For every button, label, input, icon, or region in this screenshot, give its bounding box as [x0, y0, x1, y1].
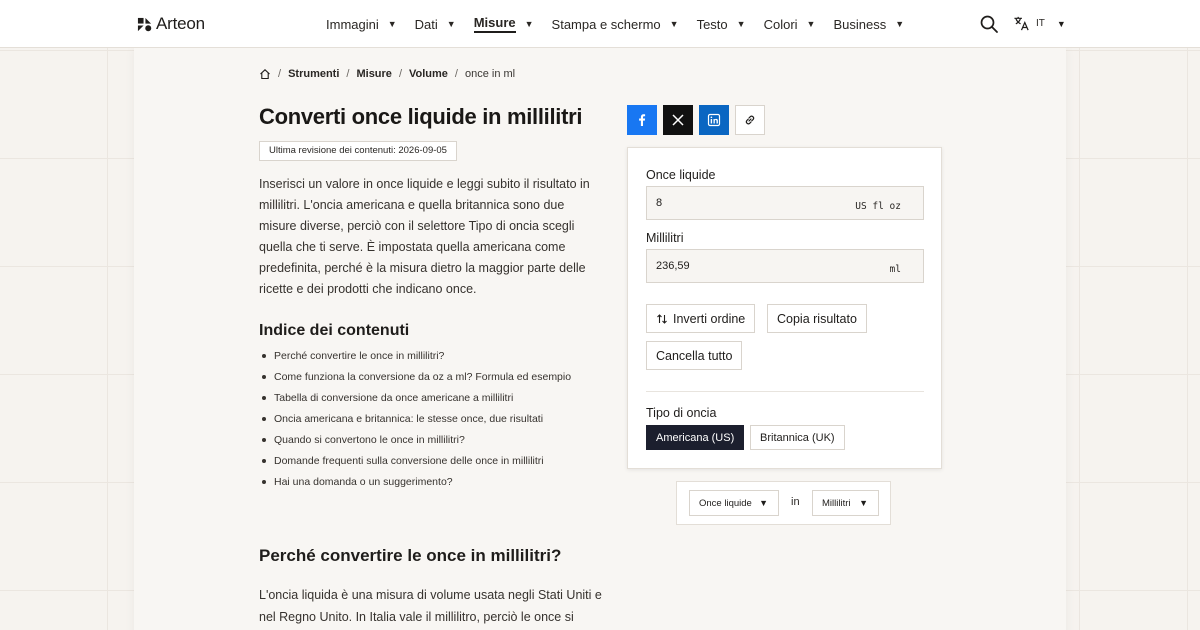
- section-paragraph: L'oncia liquida è una misura di volume usata negli Stati Uniti e nel Regno Unito. In Italia vale il millilitro, perciò le once si: [259, 588, 602, 624]
- caret-down-icon: ▼: [859, 498, 868, 508]
- brand-name: Arteon: [156, 14, 205, 33]
- breadcrumb-separator: /: [278, 68, 282, 80]
- card-divider: [646, 391, 924, 392]
- ounce-type-us-button[interactable]: Americana (US): [646, 425, 744, 450]
- to-unit-value: Millilitri: [822, 497, 851, 509]
- copy-result-button[interactable]: [767, 304, 867, 333]
- language-selector[interactable]: [1013, 15, 1066, 32]
- toc-item[interactable]: Hai una domanda o un suggerimento?: [259, 475, 571, 496]
- link-icon: [743, 113, 757, 127]
- from-unit-value: Once liquide: [699, 497, 752, 509]
- nav-item-immagini[interactable]: [326, 17, 397, 32]
- breadcrumb-separator: /: [454, 68, 458, 80]
- to-value-input[interactable]: [647, 250, 847, 282]
- toc-item[interactable]: Perché convertire le once in millilitri?: [259, 349, 571, 370]
- nav-item-dati[interactable]: [415, 17, 456, 32]
- from-unit-label: US fl oz: [855, 201, 901, 212]
- x-icon: [671, 113, 685, 127]
- caret-down-icon: ▼: [736, 19, 746, 29]
- breadcrumb-separator: /: [346, 68, 350, 80]
- search-icon[interactable]: [979, 14, 999, 34]
- breadcrumb-item-volume[interactable]: Volume: [409, 68, 448, 80]
- nav-label: Immagini: [326, 16, 379, 32]
- clear-all-button[interactable]: [646, 341, 742, 370]
- to-unit-label: ml: [889, 264, 901, 275]
- toc-list: [259, 349, 571, 496]
- breadcrumb-item-strumenti[interactable]: Strumenti: [288, 68, 340, 80]
- intro-paragraph: Inserisci un valore in once liquide e leggi subito il risultato in millilitri. L'oncia americana e quella britannica sono due misure diverse, perciò con il selettore Tipo di oncia scegli quella che ti serve. È impostata quella americana come predefinita, perché è la misura dietro la maggior parte delle ricette e dei prodotti che indicano once.: [259, 177, 590, 296]
- caret-down-icon: ▼: [1056, 18, 1066, 29]
- from-unit-select[interactable]: [689, 490, 779, 516]
- caret-down-icon: ▼: [806, 19, 816, 29]
- to-field: [646, 249, 924, 283]
- section-title: Perché convertire le once in millilitri?: [259, 546, 562, 565]
- toc-item[interactable]: Domande frequenti sulla conversione delle once in millilitri: [259, 454, 571, 475]
- nav-label: Business: [833, 16, 887, 32]
- nav-item-misure[interactable]: [474, 15, 534, 33]
- swap-icon: [656, 313, 668, 325]
- ounce-type-uk-button[interactable]: Britannica (UK): [750, 425, 845, 450]
- clear-all-label: Cancella tutto: [656, 348, 733, 363]
- caret-down-icon: ▼: [446, 19, 456, 29]
- toc-item[interactable]: Oncia americana e britannica: le stesse once, due risultati: [259, 412, 571, 433]
- nav-item-business[interactable]: [833, 17, 904, 32]
- facebook-icon: [635, 113, 649, 127]
- breadcrumb-current: once in ml: [464, 68, 516, 80]
- caret-down-icon: ▼: [895, 19, 905, 29]
- toc-title: Indice dei contenuti: [259, 322, 410, 339]
- top-header: [0, 0, 1200, 48]
- swap-order-label: Inverti ordine: [673, 311, 746, 326]
- caret-down-icon: ▼: [669, 19, 679, 29]
- linkedin-icon: [707, 113, 721, 127]
- from-field-label: Once liquide: [646, 168, 716, 182]
- breadcrumb-separator: /: [398, 68, 402, 80]
- from-value-input[interactable]: [647, 187, 847, 219]
- home-icon[interactable]: [259, 68, 271, 80]
- share-facebook-button[interactable]: [627, 105, 657, 135]
- main-content: [134, 48, 1066, 630]
- to-unit-select[interactable]: [812, 490, 879, 516]
- ounce-type-label: Tipo di oncia: [646, 406, 717, 420]
- breadcrumb-item-misure[interactable]: Misure: [356, 68, 392, 80]
- converter-card: [627, 147, 942, 469]
- breadcrumb: [259, 68, 515, 80]
- toc-item[interactable]: Quando si convertono le once in millilitri?: [259, 433, 571, 454]
- translate-icon: [1013, 15, 1030, 32]
- nav-label: Misure: [474, 15, 516, 33]
- page-title: Converti once liquide in millilitri: [259, 104, 583, 129]
- nav-label: Dati: [414, 16, 438, 32]
- nav-label: Testo: [696, 16, 728, 32]
- revision-badge: Ultima revisione dei contenuti: 2026-09-05: [259, 141, 457, 161]
- from-field: [646, 186, 924, 220]
- share-linkedin-button[interactable]: [699, 105, 729, 135]
- caret-down-icon: ▼: [524, 19, 534, 29]
- brand-logo[interactable]: [137, 14, 205, 34]
- caret-down-icon: ▼: [387, 19, 397, 29]
- logo-icon: [137, 17, 152, 32]
- main-nav: [326, 0, 922, 48]
- unit-selector-bar: [676, 481, 891, 525]
- toc-item[interactable]: Come funziona la conversione da oz a ml? Formula ed esempio: [259, 370, 571, 391]
- swap-order-button[interactable]: [646, 304, 755, 333]
- copy-link-button[interactable]: [735, 105, 765, 135]
- share-bar: [627, 105, 765, 135]
- nav-label: Colori: [763, 16, 798, 32]
- copy-result-label: Copia risultato: [777, 311, 857, 326]
- to-field-label: Millilitri: [646, 231, 684, 245]
- nav-label: Stampa e schermo: [551, 16, 661, 32]
- nav-item-stampa-e-schermo[interactable]: [552, 17, 679, 32]
- unit-connector: in: [791, 496, 800, 508]
- toc-item[interactable]: Tabella di conversione da once americane a millilitri: [259, 391, 571, 412]
- share-x-button[interactable]: [663, 105, 693, 135]
- language-code: IT: [1036, 18, 1045, 29]
- nav-item-colori[interactable]: [764, 17, 816, 32]
- nav-item-testo[interactable]: [697, 17, 746, 32]
- caret-down-icon: ▼: [759, 498, 768, 508]
